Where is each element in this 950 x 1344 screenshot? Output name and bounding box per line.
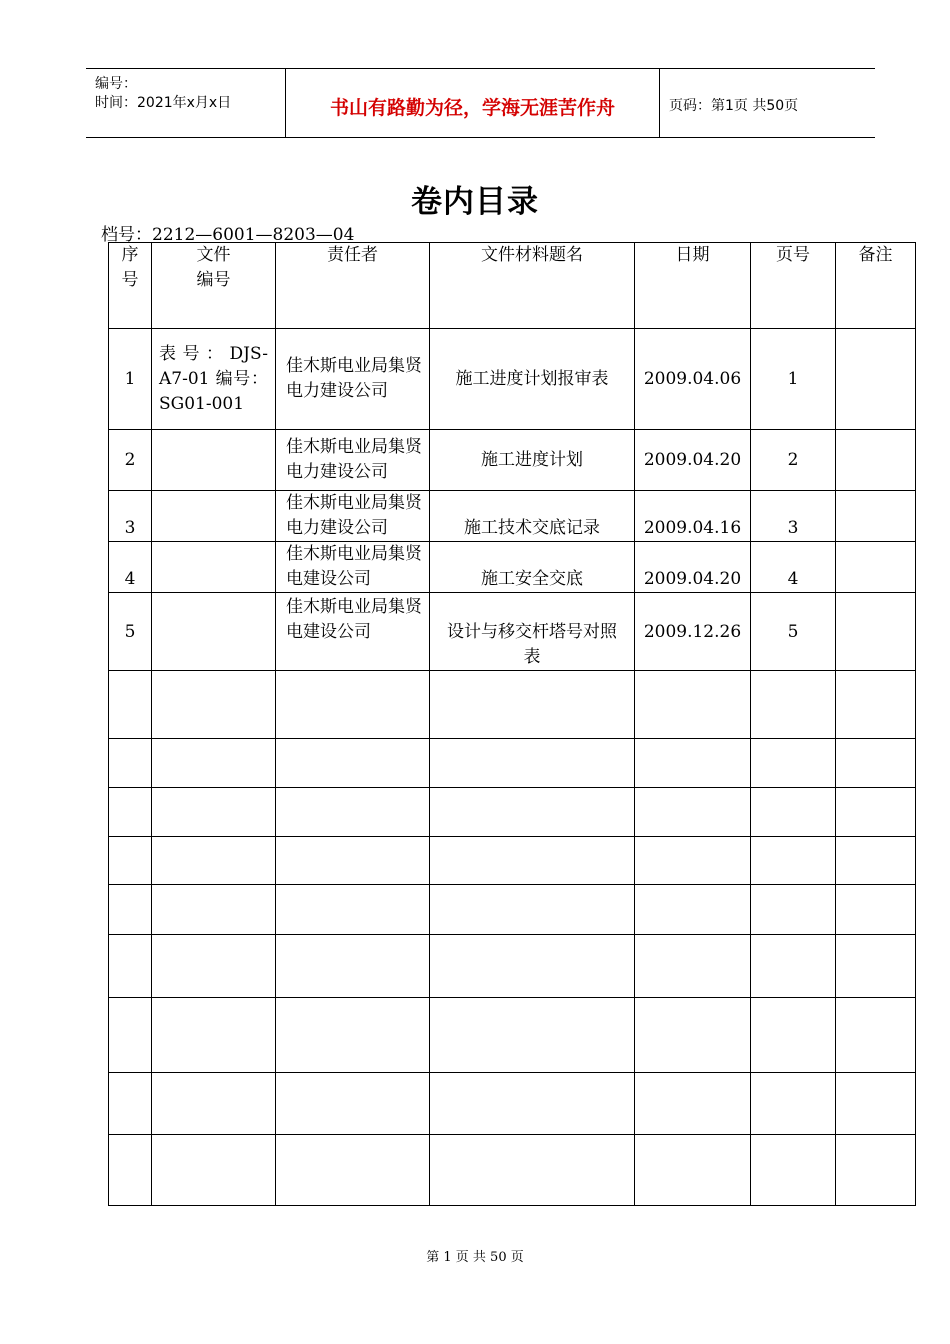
code-label: 编号： [95,76,137,92]
cell-responsible: 佳木斯电业局集贤电建设公司 [276,542,430,593]
header-seq: 序 号 [109,243,152,329]
catalog-table [108,242,916,1206]
cell-title: 施工进度计划 [430,430,635,491]
table-header-row [109,243,916,329]
cell-file-no [152,430,276,491]
cell-file-no [152,491,276,542]
cell-seq: 2 [109,430,152,491]
header-responsible: 责任者 [276,243,430,329]
header-title: 文件材料题名 [430,243,635,329]
cell-date: 2009.04.06 [635,329,751,430]
page-header [86,68,875,138]
empty-row [109,739,916,788]
cell-note [836,593,916,671]
cell-note [836,430,916,491]
empty-row [109,788,916,837]
cell-responsible: 佳木斯电业局集贤电建设公司 [276,593,430,671]
cell-page: 3 [751,491,836,542]
cell-responsible: 佳木斯电业局集贤电力建设公司 [276,329,430,430]
empty-row [109,1073,916,1135]
motto: 书山有路勤为径，学海无涯苦作舟 [329,97,615,119]
cell-note [836,491,916,542]
header-page: 页号 [751,243,836,329]
cell-title: 施工技术交底记录 [430,491,635,542]
table-row [109,430,916,491]
header-date: 日期 [635,243,751,329]
cell-page: 4 [751,542,836,593]
cell-responsible: 佳木斯电业局集贤电力建设公司 [276,430,430,491]
cell-page: 2 [751,430,836,491]
archive-number: 档号：2212—6001—8203—04 [101,225,355,245]
cell-seq: 3 [109,491,152,542]
cell-date: 2009.04.20 [635,430,751,491]
cell-file-no: 表号：DJS-A7-01 编号：SG01-001 [152,329,276,430]
cell-file-no [152,593,276,671]
page-title: 卷内目录 [411,184,539,220]
cell-page: 1 [751,329,836,430]
cell-seq: 1 [109,329,152,430]
empty-row [109,671,916,739]
cell-page: 5 [751,593,836,671]
header-note: 备注 [836,243,916,329]
cell-title: 设计与移交杆塔号对照表 [430,593,635,671]
cell-file-no [152,542,276,593]
empty-row [109,998,916,1073]
cell-title: 施工进度计划报审表 [430,329,635,430]
page-label: 页码：第1页 共50页 [669,98,799,114]
cell-seq: 4 [109,542,152,593]
header-motto-cell [286,69,660,137]
empty-row [109,885,916,935]
cell-note [836,542,916,593]
empty-row [109,1135,916,1206]
page-footer: 第 1 页 共 50 页 [426,1250,524,1265]
empty-row [109,935,916,998]
table-row [109,491,916,542]
cell-responsible: 佳木斯电业局集贤电力建设公司 [276,491,430,542]
cell-date: 2009.12.26 [635,593,751,671]
header-file-no: 文件 编号 [152,243,276,329]
header-page-cell [660,69,875,137]
time-label: 时间：2021年x月x日 [95,95,232,111]
table-row [109,593,916,671]
cell-date: 2009.04.20 [635,542,751,593]
cell-note [836,329,916,430]
cell-date: 2009.04.16 [635,491,751,542]
empty-row [109,837,916,885]
header-left-cell [86,69,286,137]
cell-title: 施工安全交底 [430,542,635,593]
cell-seq: 5 [109,593,152,671]
table-row [109,329,916,430]
table-row [109,542,916,593]
